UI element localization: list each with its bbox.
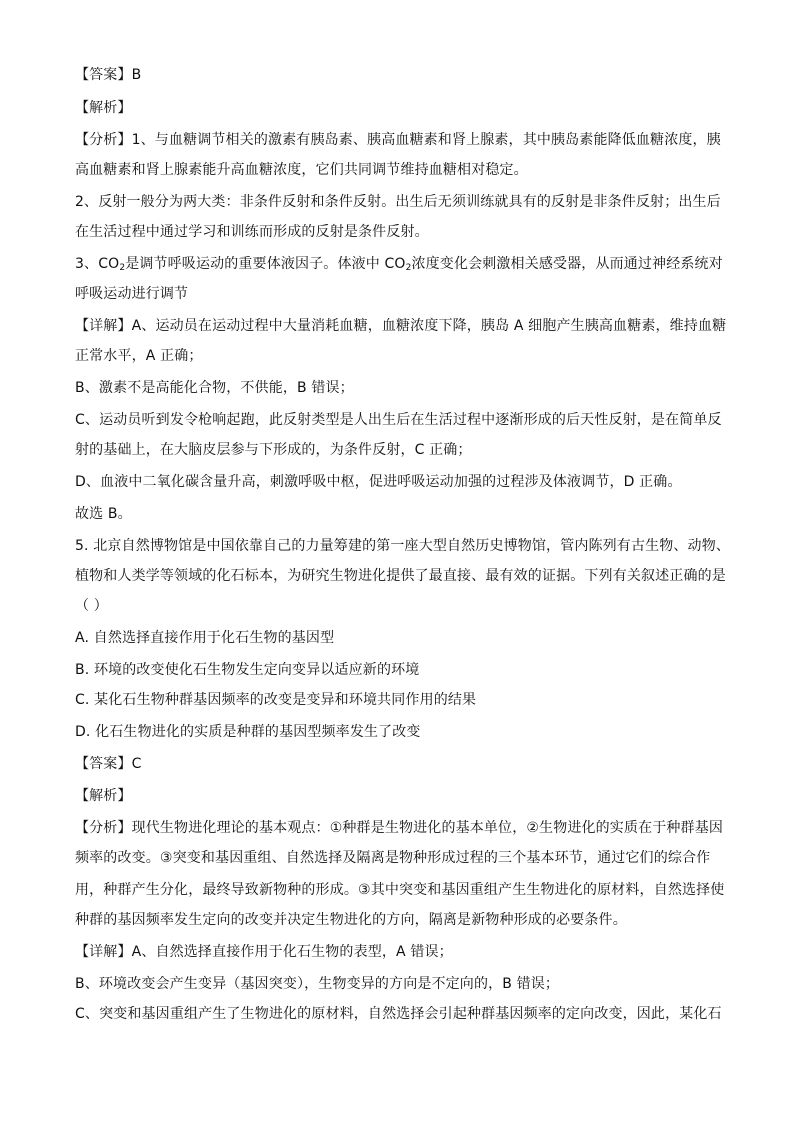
q4-fenxi-line-4: 在生活过程中通过学习和训练而形成的反射是条件反射。 [75,224,429,240]
q4-fenxi-line-5-part-b: 是调节呼吸运动的重要体液因子。体液中 CO [125,256,406,272]
q5-option-c: C. 某化石生物种群基因频率的改变是变异和环境共同作用的结果 [75,692,477,708]
q5-fenxi-line-3: 用，种群产生分化，最终导致新物种的形成。③其中突变和基因重组产生生物进化的原材料，自然选择使 [75,882,725,898]
q4-fenxi-line-1: 【分析】1、与血糖调节相关的激素有胰岛素、胰高血糖素和肾上腺素，其中胰岛素能降低血糖浓度，胰 [75,132,721,148]
q4-xiangjie-line-3: B、激素不是高能化合物，不供能，B 错误； [75,380,354,396]
q4-fenxi-line-3: 2、反射一般分为两大类：非条件反射和条件反射。出生后无须训练就具有的反射是非条件反射；出生后 [75,194,721,210]
q4-xiangjie-line-4: C、运动员听到发令枪响起跑，此反射类型是人出生后在生活过程中逐渐形成的后天性反射，是在简单反 [75,412,722,428]
q4-analysis-heading: 【解析】 [75,100,132,116]
co2-subscript: 2 [119,263,126,273]
co2-subscript: 2 [405,263,412,273]
q4-xiangjie-line-5: 射的基础上，在大脑皮层参与下形成的，为条件反射，C 正确； [75,442,472,458]
q4-fenxi-line-5 [75,254,723,274]
q4-xiangjie-line-7: 故选 B。 [75,506,132,522]
q4-fenxi-line-2: 高血糖素和肾上腺素能升高血糖浓度，它们共同调节维持血糖相对稳定。 [75,162,528,178]
q5-stem-line-2: 植物和人类学等领域的化石标本，为研究生物进化提供了最直接、最有效的证据。下列有关叙述正确的是 [75,568,726,584]
q5-stem-line-1: 5. 北京自然博物馆是中国依靠自己的力量筹建的第一座大型自然历史博物馆，管内陈列有古生物、动物、 [75,538,731,554]
q5-fenxi-line-4: 种群的基因频率发生定向的改变并决定生物进化的方向，隔离是新物种形成的必要条件。 [75,912,627,928]
q5-xiangjie-line-2: B、环境改变会产生变异（基因突变），生物变异的方向是不定向的，B 错误； [75,976,560,992]
q5-option-d: D. 化石生物进化的实质是种群的基因型频率发生了改变 [75,724,421,740]
q5-fenxi-line-1: 【分析】现代生物进化理论的基本观点：①种群是生物进化的基本单位，②生物进化的实质在于种群基因 [75,820,723,836]
q4-xiangjie-line-1: 【详解】A、运动员在运动过程中大量消耗血糖，血糖浓度下降，胰岛 A 细胞产生胰高血糖素，维持血糖 [75,318,727,334]
q5-xiangjie-line-1: 【详解】A、自然选择直接作用于化石生物的表型，A 错误； [75,944,453,960]
q5-analysis-heading: 【解析】 [75,788,132,804]
q5-answer: 【答案】C [75,756,142,772]
q4-xiangjie-line-2: 正常水平，A 正确； [75,348,203,364]
q5-option-a: A. 自然选择直接作用于化石生物的基因型 [75,630,335,646]
q4-fenxi-line-5-part-c: 浓度变化会刺激相关感受器，从而通过神经系统对 [411,256,723,272]
q5-xiangjie-line-3: C、突变和基因重组产生了生物进化的原材料，自然选择会引起种群基因频率的定向改变，因此，某化石 [75,1006,722,1022]
q4-fenxi-line-5-part-a: 3、CO [75,256,120,272]
q4-xiangjie-line-6: D、血液中二氧化碳含量升高，刺激呼吸中枢，促进呼吸运动加强的过程涉及体液调节，D 正确。 [75,474,682,490]
q5-fenxi-line-2: 频率的改变。③突变和基因重组、自然选择及隔离是物种形成过程的三个基本环节，通过它们的综合作 [75,850,711,866]
q5-stem-line-3: （ ） [75,598,108,614]
q4-answer: 【答案】B [75,67,142,83]
q4-fenxi-line-6: 呼吸运动进行调节 [75,286,189,302]
q5-option-b: B. 环境的改变使化石生物发生定向变异以适应新的环境 [75,662,420,678]
